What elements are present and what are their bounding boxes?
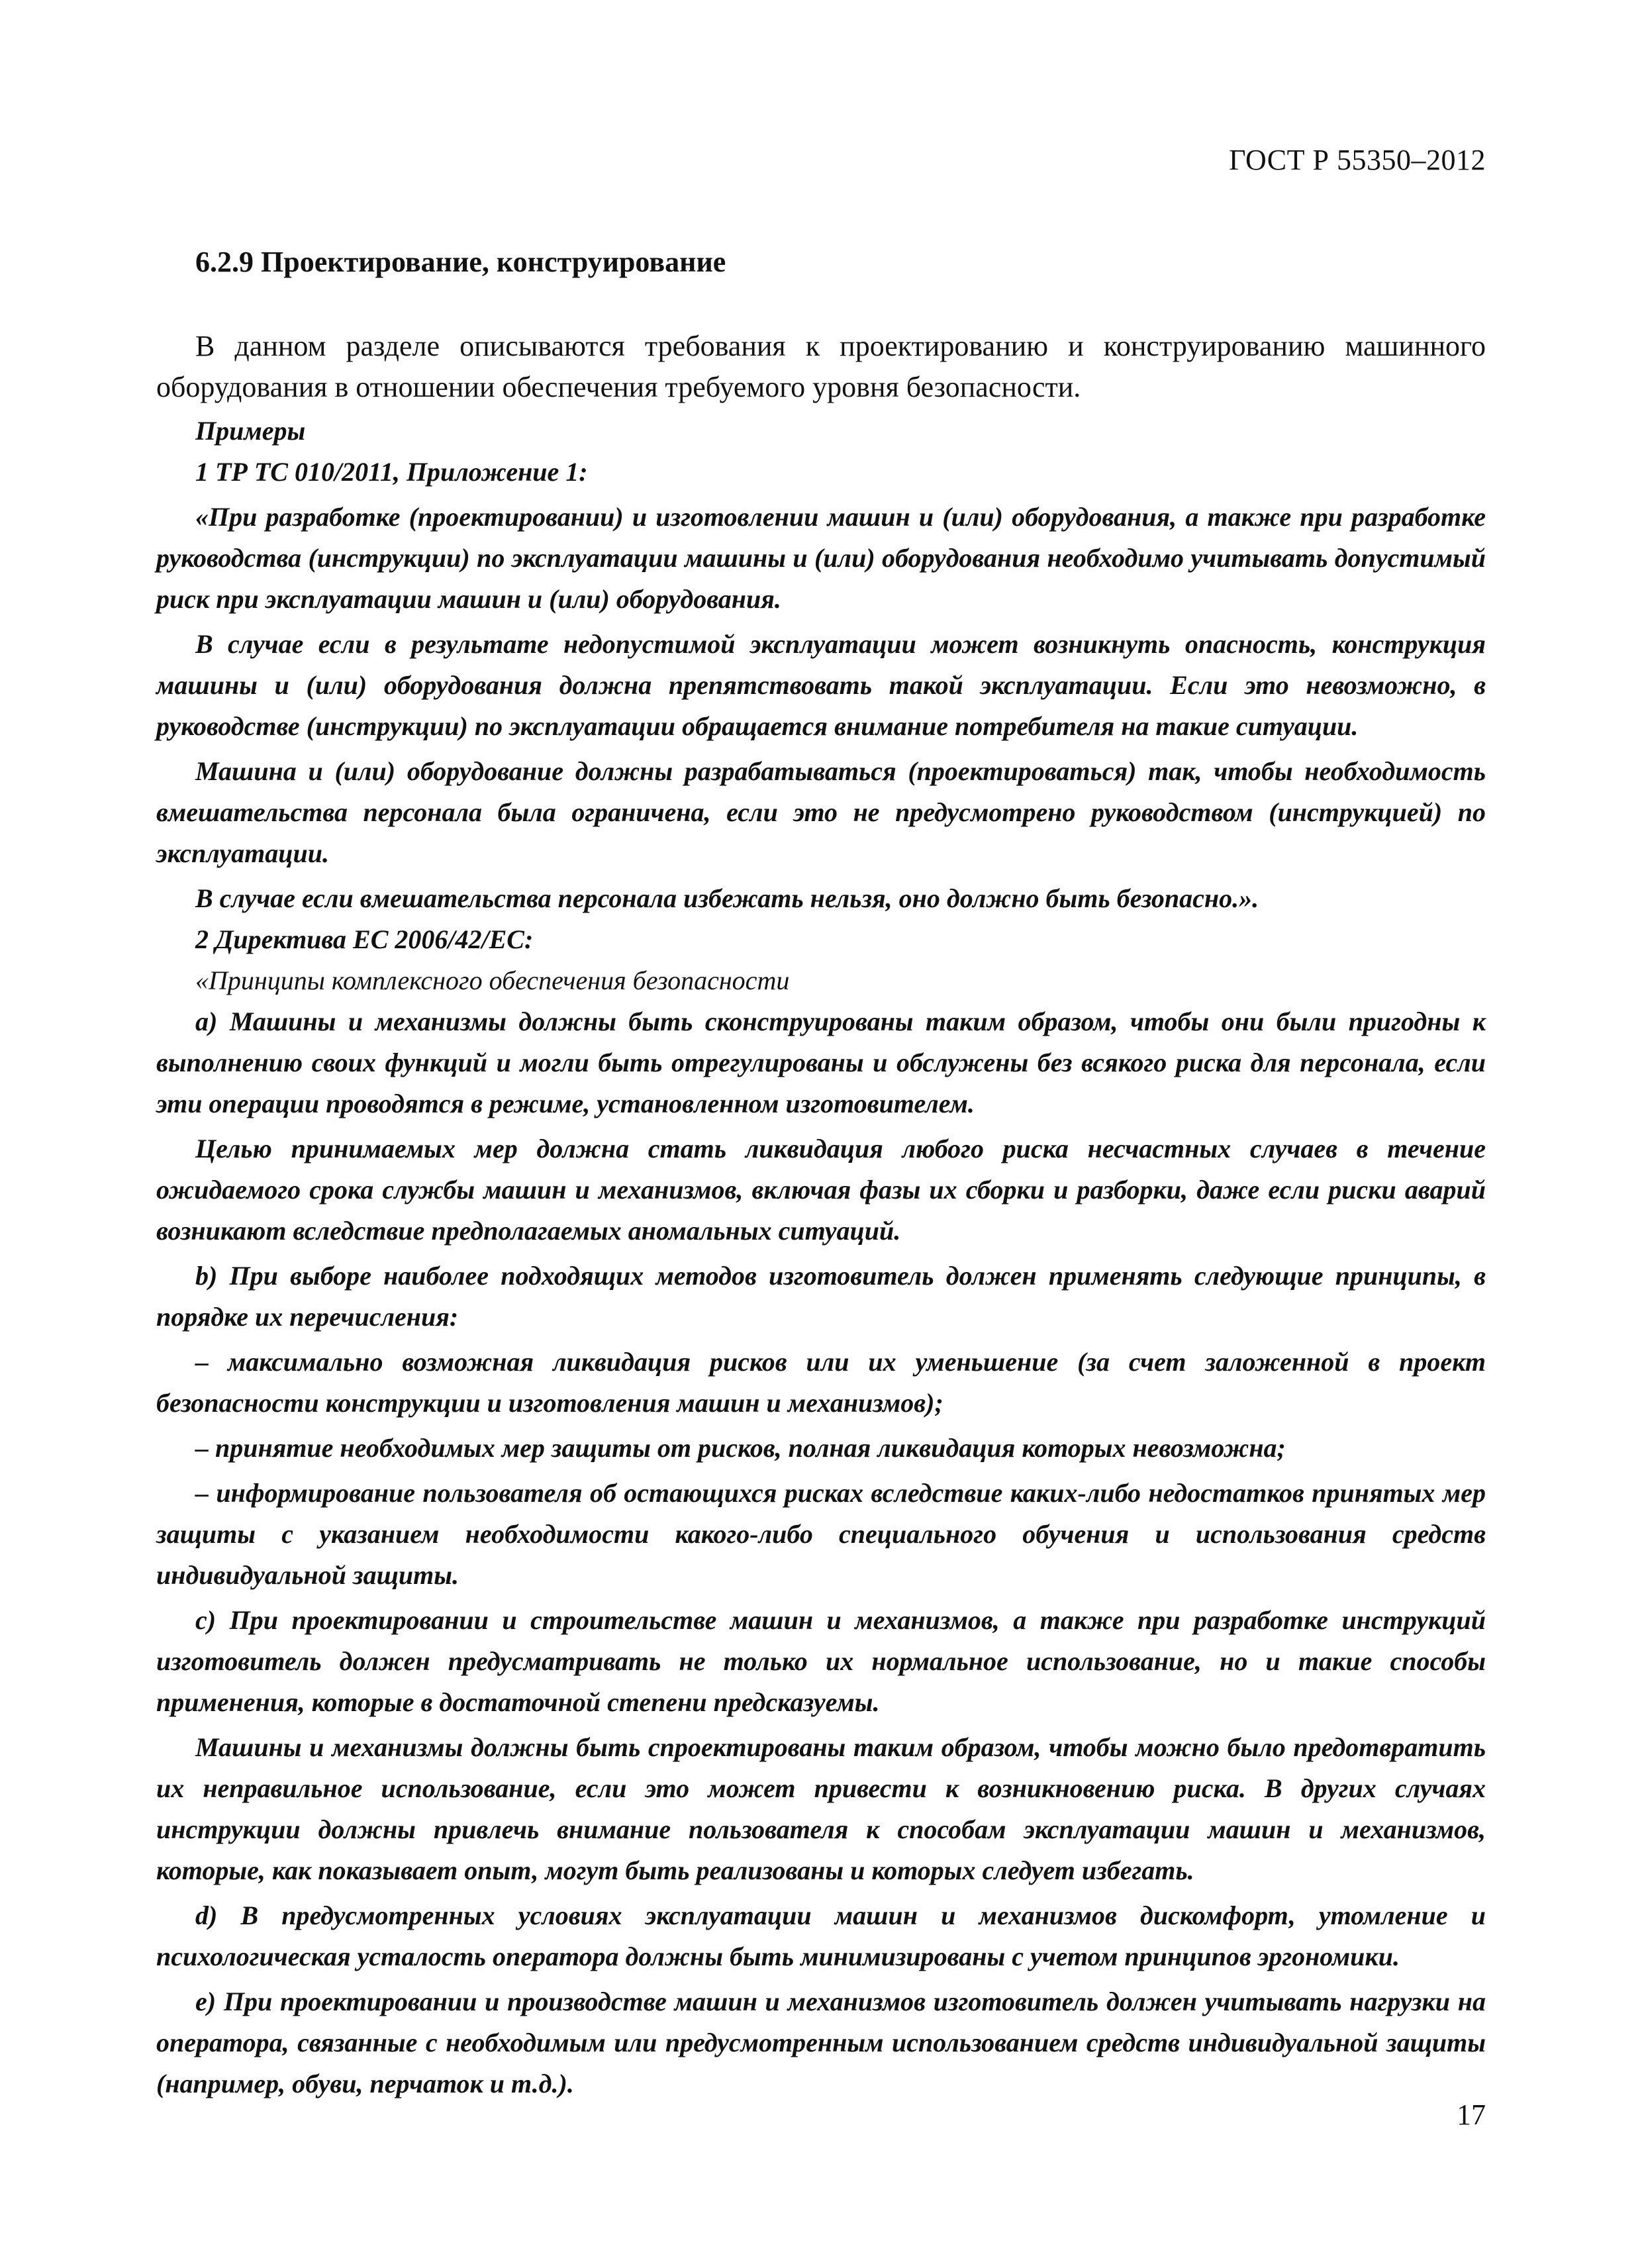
- principle-a: a) Машины и механизмы должны быть сконструированы таким образом, чтобы они были пригодны к выполнению своих функций и могли быть отрегулированы и обслужены без всякого риска для персонала, если эти операции проводятся в режиме, установленном изготовителем.: [156, 1007, 1486, 1118]
- quote-paragraph: Машина и (или) оборудование должны разрабатываться (проектироваться) так, чтобы необходимость вмешательства персонала была ограничена, если это не предусмотрено руководством (инструкцией) по эксплуатации.: [156, 756, 1486, 868]
- principle-d: d) В предусмотренных условиях эксплуатации машин и механизмов дискомфорт, утомление и психологическая усталость оператора должны быть минимизированы с учетом принципов эргономики.: [156, 1900, 1486, 1971]
- list-item: – максимально возможная ликвидация рисков или их уменьшение (за счет заложенной в проект безопасности конструкции и изготовления машин и механизмов);: [156, 1347, 1486, 1418]
- page-number: 17: [1457, 2098, 1486, 2131]
- principle-c-detail: Машины и механизмы должны быть спроектированы таким образом, чтобы можно было предотвратить их неправильное использование, если это может привести к возникновению риска. В других случаях инструкции должны привлечь внимание пользователя к способам эксплуатации машин и механизмов, которые, как показывает опыт, могут быть реализованы и которых следует избегать.: [156, 1732, 1486, 1885]
- example-1-reference: 1 ТР ТС 010/2011, Приложение 1:: [195, 457, 588, 487]
- document-code: ГОСТ Р 55350–2012: [1229, 144, 1486, 176]
- principle-a-detail: Целью принимаемых мер должна стать ликвидация любого риска несчастных случаев в течение ожидаемого срока службы машин и механизмов, включая фазы их сборки и разборки, даже если риски аварий возникают вследствие предполагаемых аномальных ситуаций.: [156, 1134, 1486, 1246]
- intro-paragraph: В данном разделе описываются требования к проектированию и конструированию машинного оборудования в отношении обеспечения требуемого уровня безопасности.: [156, 330, 1486, 403]
- principle-e: e) При проектировании и производстве машин и механизмов изготовитель должен учитывать нагрузки на оператора, связанные с необходимым или предусмотренным использованием средств индивидуальной защиты (например, обуви, перчаток и т.д.).: [156, 1987, 1486, 2098]
- example-2-reference: 2 Директива ЕС 2006/42/ЕС:: [195, 924, 534, 954]
- quote-paragraph: «При разработке (проектировании) и изготовлении машин и (или) оборудования, а также при разработке руководства (инструкции) по эксплуатации машины и (или) оборудования необходимо учитывать допустимый риск при эксплуатации машин и (или) оборудования.: [156, 502, 1486, 614]
- principle-c: c) При проектировании и строительстве машин и механизмов, а также при разработке инструкций изготовитель должен предусматривать не только их нормальное использование, но и такие способы применения, которые в достаточной степени предсказуемы.: [156, 1605, 1486, 1717]
- section-title: 6.2.9 Проектирование, конструирование: [195, 246, 726, 278]
- principles-heading: «Принципы комплексного обеспечения безопасности: [195, 965, 790, 995]
- quote-paragraph: В случае если вмешательства персонала избежать нельзя, оно должно быть безопасно.».: [195, 883, 1259, 913]
- examples-label: Примеры: [195, 416, 306, 446]
- quote-paragraph: В случае если в результате недопустимой эксплуатации может возникнуть опасность, конструкция машины и (или) оборудования должна препятствовать такой эксплуатации. Если это невозможно, в руководстве (инструкции) по эксплуатации обращается внимание потребителя на такие ситуации.: [156, 629, 1486, 741]
- principle-b: b) При выборе наиболее подходящих методов изготовитель должен применять следующие принципы, в порядке их перечисления:: [156, 1261, 1486, 1332]
- list-item: – информирование пользователя об остающихся рисках вследствие каких-либо недостатков принятых мер защиты с указанием необходимости какого-либо специального обучения и использования средств индивидуальной защиты.: [156, 1478, 1486, 1590]
- list-item: – принятие необходимых мер защиты от рисков, полная ликвидация которых невозможна;: [195, 1433, 1286, 1463]
- document-body: [156, 326, 1486, 2104]
